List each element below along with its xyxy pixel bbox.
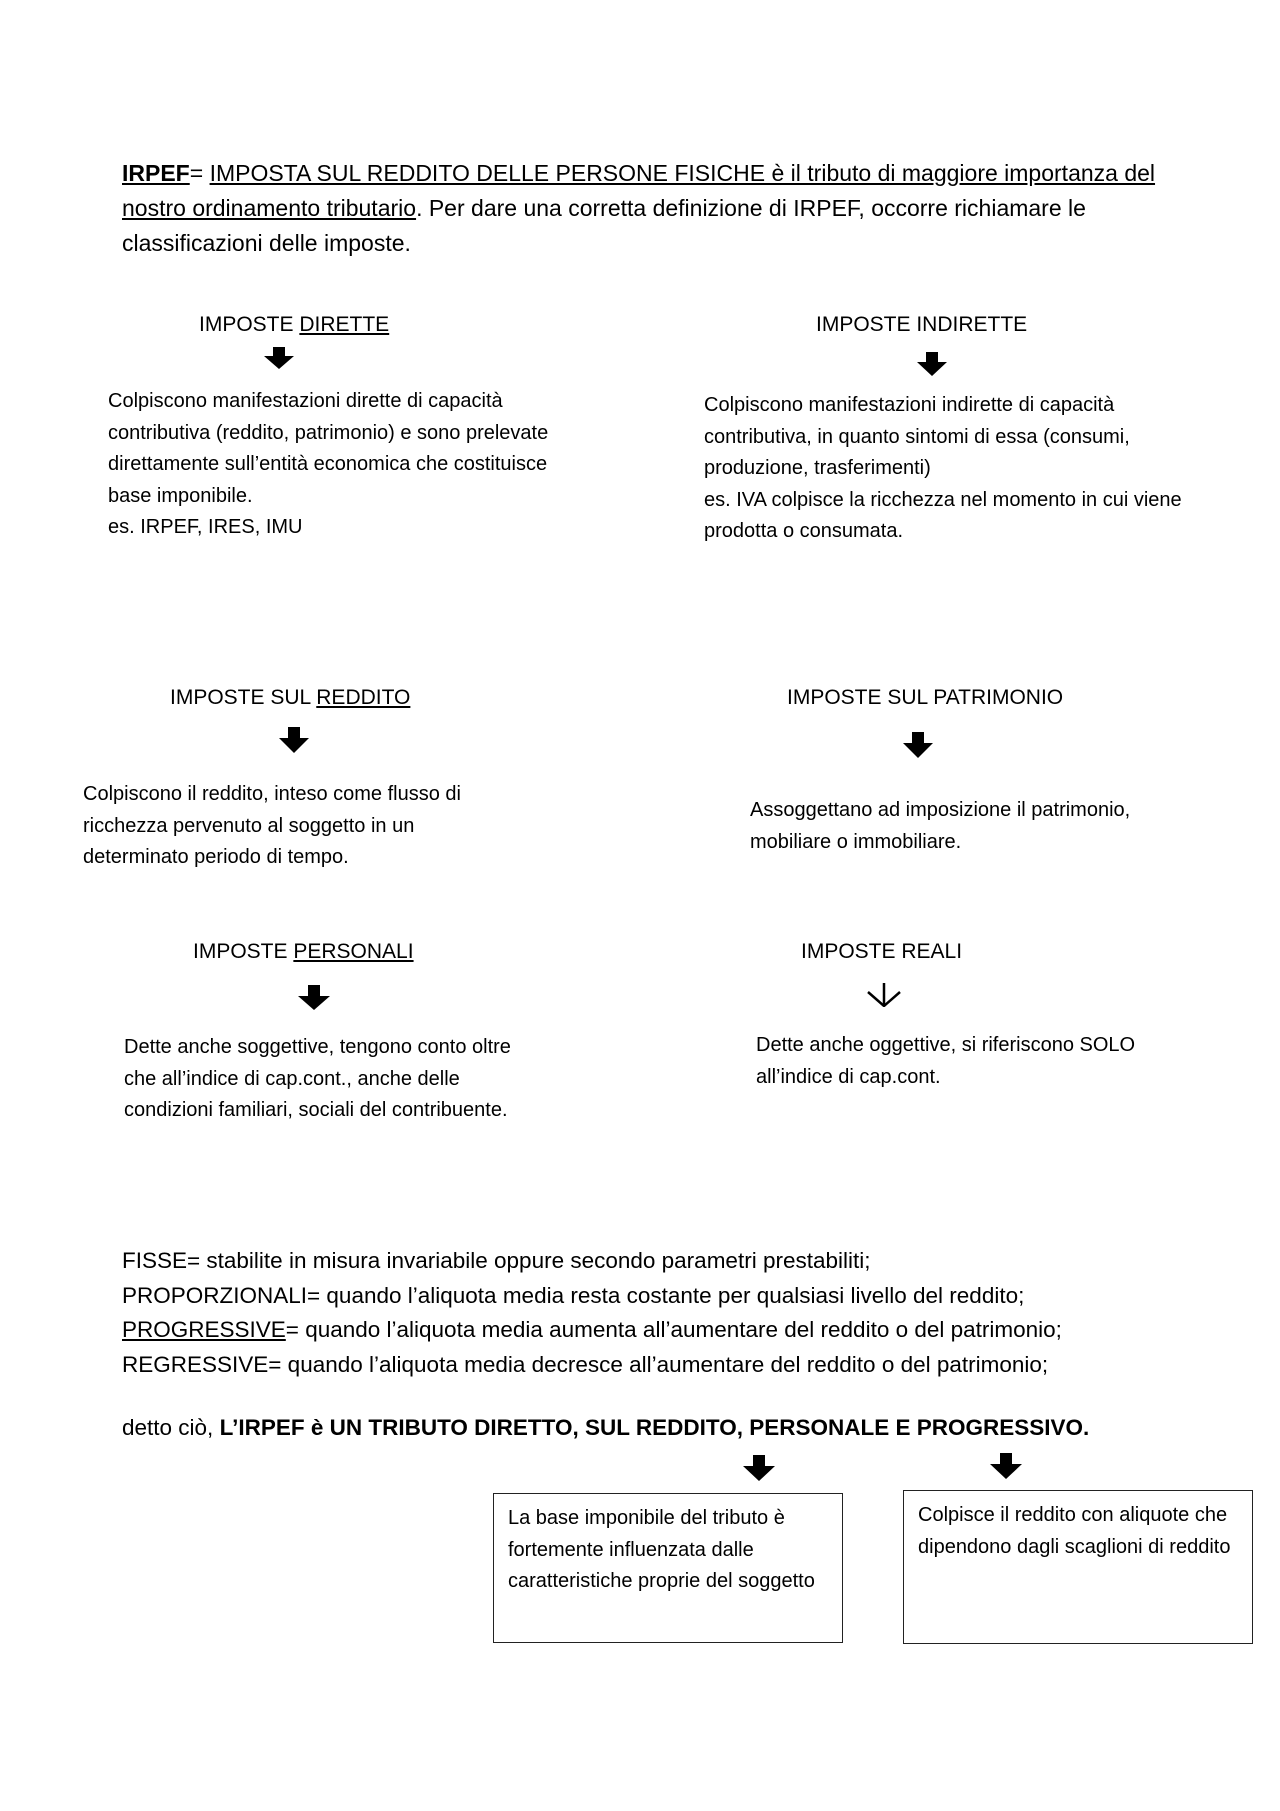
conclusion-lead: detto ciò, bbox=[122, 1415, 220, 1440]
heading-imposte-indirette: IMPOSTE INDIRETTE bbox=[816, 313, 1028, 336]
progressive-keyword: PROGRESSIVE bbox=[122, 1317, 286, 1342]
list-item-regressive: REGRESSIVE= quando l’aliquota media decresce all’aumentare del reddito o del patrimonio; bbox=[122, 1351, 1049, 1377]
down-arrow-icon bbox=[298, 985, 330, 1010]
heading-keyword: DIRETTE bbox=[299, 313, 390, 336]
conclusion-bold: L’IRPEF è UN TRIBUTO DIRETTO, SUL REDDITO, PERSONALE E PROGRESSIVO. bbox=[219, 1415, 1090, 1440]
dirette-example: es. IRPEF, IRES, IMU bbox=[108, 516, 303, 538]
heading-keyword: REDDITO bbox=[316, 686, 411, 709]
indirette-text: Colpiscono manifestazioni indirette di capacità contributiva, in quanto sintomi di essa (consumi, produzione, trasferimenti) bbox=[704, 394, 1130, 479]
box-personale: La base imponibile del tributo è fortemente influenzata dalle caratteristiche proprie del soggetto bbox=[493, 1493, 843, 1643]
down-arrow-icon bbox=[903, 732, 933, 758]
heading-imposte-personali bbox=[193, 940, 414, 964]
down-arrow-icon bbox=[743, 1455, 775, 1481]
indirette-description bbox=[704, 390, 1184, 548]
heading-imposte-dirette bbox=[199, 313, 389, 337]
down-arrow-icon bbox=[917, 352, 947, 376]
heading-imposte-reali: IMPOSTE REALI bbox=[801, 940, 963, 963]
down-arrow-icon bbox=[264, 347, 294, 369]
box-progressivo: Colpisce il reddito con aliquote che dipendono dagli scaglioni di reddito bbox=[903, 1490, 1253, 1644]
dirette-text: Colpiscono manifestazioni dirette di capacità contributiva (reddito, patrimonio) e sono prelevate direttamente sull’entità economica che costituisce base imponibile. bbox=[108, 390, 549, 507]
down-arrow-icon bbox=[990, 1453, 1022, 1479]
heading-imposte-sul-patrimonio: IMPOSTE SUL PATRIMONIO bbox=[787, 686, 1064, 709]
progressive-rest: = quando l’aliquota media aumenta all’aumentare del reddito o del patrimonio; bbox=[285, 1317, 1062, 1342]
irpef-definition: IMPOSTA SUL REDDITO DELLE PERSONE FISICHE è il tributo di maggiore importanza del nostro ordinamento tributario bbox=[122, 160, 1156, 221]
reali-description: Dette anche oggettive, si riferiscono SOLO all’indice di cap.cont. bbox=[756, 1034, 1136, 1088]
heading-prefix: IMPOSTE bbox=[193, 940, 294, 963]
personali-description: Dette anche soggettive, tengono conto oltre che all’indice di cap.cont., anche delle condizioni familiari, sociali del contribuente. bbox=[124, 1036, 511, 1121]
intro-rest: . Per dare una corretta definizione di IRPEF, occorre richiamare le classificazioni delle imposte. bbox=[122, 195, 1086, 256]
list-item-fisse: FISSE= stabilite in misura invariabile oppure secondo parametri prestabiliti; bbox=[122, 1248, 871, 1273]
list-item-proporzionali: PROPORZIONALI= quando l’aliquota media resta costante per qualsiasi livello del reddito; bbox=[122, 1282, 1025, 1308]
indirette-example: es. IVA colpisce la ricchezza nel momento in cui viene prodotta o consumata. bbox=[704, 488, 1182, 542]
thin-down-arrow-icon bbox=[867, 983, 901, 1007]
heading-prefix: IMPOSTE SUL bbox=[170, 686, 317, 709]
heading-imposte-sul-reddito bbox=[170, 686, 410, 710]
patrimonio-description: Assoggettano ad imposizione il patrimonio, mobiliare o immobiliare. bbox=[750, 799, 1131, 853]
intro-equals: = bbox=[189, 160, 204, 186]
intro-paragraph bbox=[122, 156, 1162, 261]
heading-prefix: IMPOSTE bbox=[199, 313, 300, 336]
down-arrow-icon bbox=[279, 727, 309, 753]
conclusion bbox=[122, 1415, 1089, 1441]
classification-list bbox=[122, 1244, 1062, 1382]
list-item-progressive bbox=[122, 1313, 1062, 1348]
irpef-term: IRPEF bbox=[122, 160, 190, 186]
reddito-description: Colpiscono il reddito, inteso come flusso di ricchezza pervenuto al soggetto in un determinato periodo di tempo. bbox=[83, 783, 461, 868]
heading-keyword: PERSONALI bbox=[293, 940, 414, 963]
dirette-description bbox=[108, 386, 568, 544]
